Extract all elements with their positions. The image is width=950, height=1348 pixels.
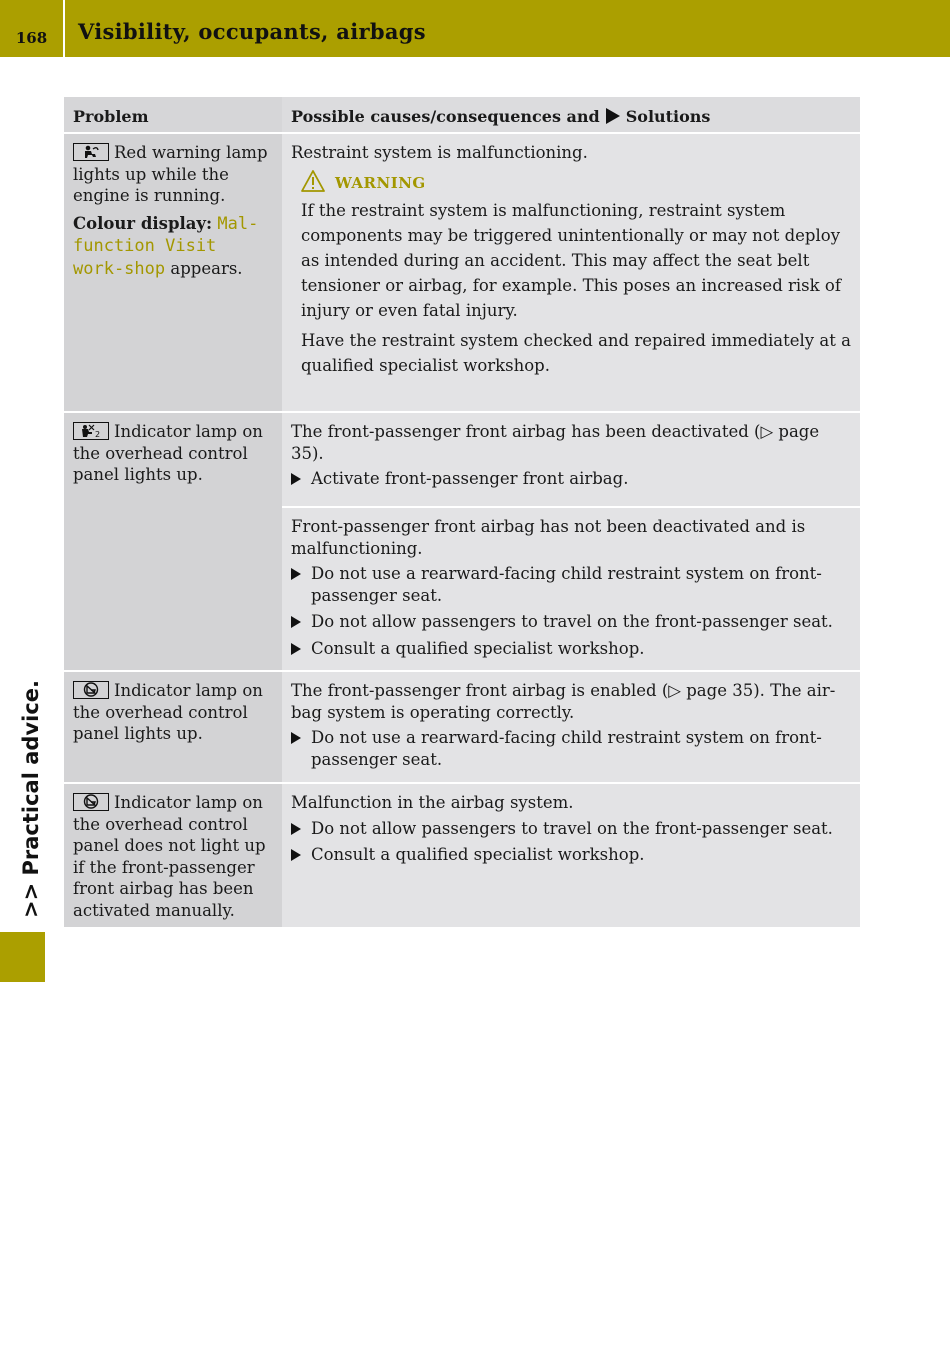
cause-text: Malfunction in the airbag system.: [291, 793, 574, 812]
bullet-arrow-icon: [291, 823, 301, 835]
instruction-text: Consult a qualified specialist workshop.: [311, 638, 645, 658]
triangle-arrow-icon: [606, 108, 620, 124]
warning-action-text: Have the restraint system checked and repaired immediately at a qualified specialist workshop.: [301, 331, 851, 375]
cause-text: The front-passenger front airbag has been deactivated (▷ page 35).: [291, 422, 820, 463]
instruction-text: Do not use a rearward-facing child restraint system on front-passenger seat.: [311, 728, 822, 769]
problem-cell: [64, 134, 282, 411]
colour-display-line: [73, 213, 276, 281]
instruction-text: Do not allow passengers to travel on the front-passenger seat.: [311, 612, 833, 631]
warning-heading: [301, 170, 854, 195]
instruction-text: Do not allow passengers to travel on the front-passenger seat.: [311, 818, 833, 838]
column-header-solutions-text: Possible causes/consequences and: [291, 107, 600, 126]
solution-cell: [282, 413, 860, 506]
problem-text: Red warning lamp lights up while the engine is running.: [73, 143, 268, 205]
table-header-row: [64, 97, 860, 132]
row-divider: [282, 506, 860, 508]
instruction-item: [291, 844, 854, 866]
solution-cell: [282, 672, 860, 782]
header-divider: [63, 0, 65, 57]
warning-text: If the restraint system is malfunctioning, restraint system components may be triggered unintentionally or may not deploy as intended during an accident. This may affect the seat belt tensioner or airbag, for example. This poses an increased risk of injury or even fatal injury.: [301, 201, 841, 320]
cause-text: Front-passenger front airbag has not been deactivated and is malfunctioning.: [291, 517, 806, 558]
cause-text: Restraint system is malfunctioning.: [291, 143, 588, 162]
bullet-arrow-icon: [291, 732, 301, 744]
table-row: [64, 672, 860, 782]
section-side-label: >> Practical advice.: [19, 680, 43, 918]
colour-display-label: Colour display:: [73, 213, 213, 233]
table-row: [64, 784, 860, 927]
warning-title: WARNING: [335, 173, 426, 192]
instruction-item: [291, 563, 854, 606]
airbag-person-icon: [73, 143, 109, 161]
svg-text:2: 2: [95, 430, 101, 438]
bullet-arrow-icon: [291, 616, 301, 628]
instruction-text: Consult a qualified specialist workshop.: [311, 845, 645, 864]
child-seat-crossed-icon: [73, 681, 109, 699]
problem-cell: [64, 784, 282, 927]
solution-cell: [282, 508, 860, 670]
instruction-text: Do not use a rearward-facing child restraint system on front-passenger seat.: [311, 564, 822, 605]
warning-triangle-icon: [301, 170, 325, 192]
solution-cell: [282, 784, 860, 927]
table-row: [64, 413, 860, 670]
instruction-text: Activate front-passenger front airbag.: [311, 469, 629, 488]
column-header-problem: Problem: [64, 97, 282, 132]
solution-cell: [282, 134, 860, 411]
problem-cell: [64, 413, 282, 670]
problem-text: Indicator lamp on the overhead control panel lights up.: [73, 422, 263, 484]
display-message: Mal-function Visit work-shop: [73, 213, 259, 279]
bullet-arrow-icon: [291, 849, 301, 861]
bullet-arrow-icon: [291, 643, 301, 655]
page-number: 168: [15, 29, 48, 47]
table-row: [64, 134, 860, 411]
instruction-item: [291, 727, 854, 770]
instruction-item: [291, 611, 854, 633]
problem-cell: [64, 672, 282, 782]
problem-text: Indicator lamp on the overhead control panel does not light up if the front-passenger front airbag has been activated manually.: [73, 793, 266, 920]
page-title: Visibility, occupants, airbags: [78, 19, 426, 44]
instruction-item: [291, 818, 854, 840]
colour-display-after: appears.: [170, 258, 243, 278]
instruction-item: [291, 468, 854, 490]
column-header-solutions-label: Solutions: [625, 107, 711, 126]
column-header-solutions: [282, 97, 860, 132]
child-seat-crossed-icon: [73, 793, 109, 811]
bullet-arrow-icon: [291, 568, 301, 580]
passenger-airbag-off-icon: [73, 422, 109, 440]
instruction-item: [291, 638, 854, 660]
cause-text: The front-passenger front airbag is enabled (▷ page 35). The air-bag system is operating correctly.: [291, 681, 836, 722]
bullet-arrow-icon: [291, 473, 301, 485]
section-side-marker: [0, 932, 45, 982]
problem-text: Indicator lamp on the overhead control panel lights up.: [73, 681, 263, 743]
